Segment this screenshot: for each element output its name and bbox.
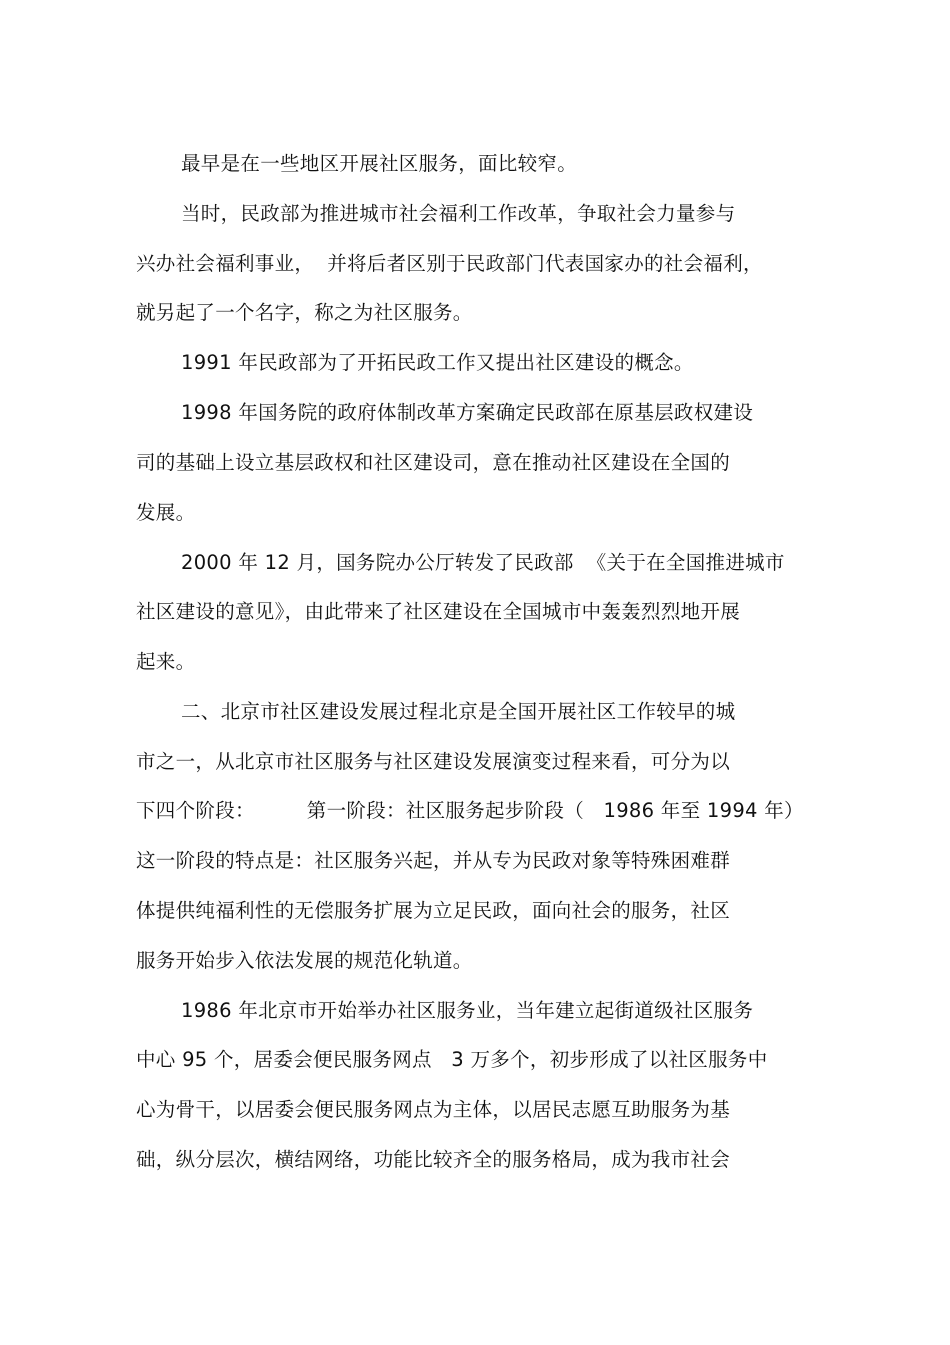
text-line: 市之一，从北京市社区服务与社区建设发展演变过程来看，可分为以 (136, 750, 731, 773)
text-line: 1998 年国务院的政府体制改革方案确定民政部在原基层政权建设 (181, 401, 754, 424)
text-line: 司的基础上设立基层政权和社区建设司，意在推动社区建设在全国的 (136, 451, 731, 474)
text-line: 这一阶段的特点是：社区服务兴起，并从专为民政对象等特殊困难群 (136, 849, 731, 872)
text-line: 中心 95 个，居委会便民服务网点 3 万多个，初步形成了以社区服务中 (136, 1048, 768, 1071)
text-line: 体提供纯福利性的无偿服务扩展为立足民政，面向社会的服务，社区 (136, 899, 731, 922)
text-line: 心为骨干，以居委会便民服务网点为主体，以居民志愿互助服务为基 (136, 1098, 731, 1121)
text-line: 础，纵分层次，横结网络，功能比较齐全的服务格局，成为我市社会 (136, 1148, 731, 1171)
text-line: 兴办社会福利事业， 并将后者区别于民政部门代表国家办的社会福利， (136, 252, 763, 275)
text-line: 最早是在一些地区开展社区服务，面比较窄。 (181, 152, 578, 175)
text-line: 2000 年 12 月，国务院办公厅转发了民政部 《关于在全国推进城市 (181, 551, 785, 574)
text-line: 社区建设的意见》，由此带来了社区建设在全国城市中轰轰烈烈地开展 (136, 600, 741, 623)
text-line: 发展。 (136, 501, 196, 524)
text-line: 服务开始步入依法发展的规范化轨道。 (136, 949, 473, 972)
text-line: 二、北京市社区建设发展过程北京是全国开展社区工作较早的城 (181, 700, 736, 723)
text-line: 下四个阶段： 第一阶段：社区服务起步阶段（ 1986 年至 1994 年） (136, 799, 804, 822)
text-line: 起来。 (136, 650, 196, 673)
text-line: 就另起了一个名字，称之为社区服务。 (136, 301, 473, 324)
text-line: 1986 年北京市开始举办社区服务业，当年建立起街道级社区服务 (181, 999, 754, 1022)
text-line: 1991 年民政部为了开拓民政工作又提出社区建设的概念。 (181, 351, 694, 374)
text-line: 当时，民政部为推进城市社会福利工作改革，争取社会力量参与 (181, 202, 736, 225)
